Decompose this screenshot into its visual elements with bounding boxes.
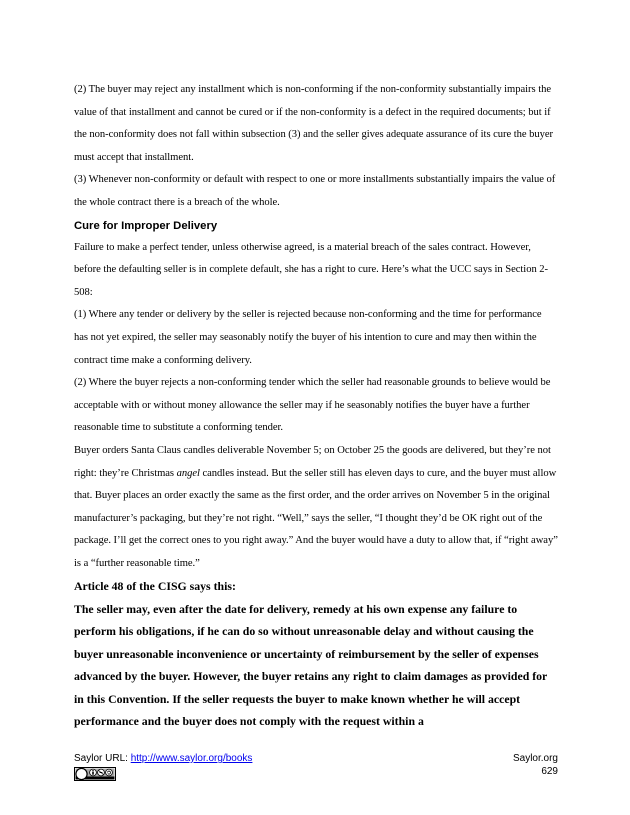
example-italic-word: angel (176, 467, 200, 479)
example-text-after: candles instead. But the seller still has eleven days to cure, and the buyer must allow that. Buyer places an order exactly the same as the first order, and the order arrives on November 5 in the original manufacturer’s packaging, but they’re not right. “Well,” says the seller, “I thought they’d be OK right out of the package. I’ll get the correct ones to you right away.” And the buyer would have a duty to allow that, if “right away” is a “further reasonable time.” (74, 467, 558, 569)
example-text-before: Buyer orders Santa Claus candles deliverable November 5; on October 25 the goods are delivered, but they’re not right: they’re Christmas (74, 444, 551, 479)
footer-page-number: 629 (541, 766, 558, 777)
paragraph-example (74, 440, 558, 576)
footer-url-label: Saylor URL: (74, 753, 131, 764)
cc-by-nc-sa-icon (74, 767, 116, 781)
paragraph-installment-2: (2) The buyer may reject any installment which is non-conforming if the non-conformity substantially impairs the value of that installment and cannot be cured or if the non-conformity is a defect in the required documents; but if the non-conformity does not fall within subsection (3) and the seller gives adequate assurance of its cure the buyer must accept that installment. (74, 84, 554, 163)
paragraph-intro: Failure to make a perfect tender, unless otherwise agreed, is a material breach of the sales contract. However, before the defaulting seller is in complete default, she has a right to cure. Here’s what the UCC says in Section 2-508: (74, 241, 549, 298)
section-heading: Cure for Improper Delivery (74, 219, 218, 232)
page-content (74, 79, 558, 732)
paragraph-ucc-1: (1) Where any tender or delivery by the seller is rejected because non-conforming and the time for performance has not yet expired, the seller may seasonably notify the buyer of his intention to cure and may then within the contract time make a conforming delivery. (74, 309, 542, 366)
cisg-text: The seller may, even after the date for delivery, remedy at his own expense any failure to perform his obligations, if he can do so without unreasonable delay and without causing the buyer unreasonable inconvenience or uncertainty of reimbursement by the seller of expenses advanced by the buyer. However, the buyer retains any right to claim damages as provided for in this Convention. If the seller requests the buyer to make known whether he will accept performance and the buyer does not comply with the request within a (74, 601, 548, 728)
footer-site-info (513, 752, 558, 778)
paragraph-installment-3: (3) Whenever non-conformity or default with respect to one or more installments substantially impairs the value of the whole contract there is a breach of the whole. (74, 174, 556, 208)
cisg-title: Article 48 of the CISG says this: (74, 579, 236, 594)
paragraph-ucc-2: (2) Where the buyer rejects a non-conforming tender which the seller had reasonable grounds to believe would be acceptable with or without money allowance the seller may if he seasonably notifies the buyer have a further reasonable time to substitute a conforming tender. (74, 377, 551, 434)
footer-site-name: Saylor.org (512, 753, 558, 764)
footer-url-line (74, 752, 252, 765)
footer-url-link[interactable]: http://www.saylor.org/books (130, 753, 253, 764)
